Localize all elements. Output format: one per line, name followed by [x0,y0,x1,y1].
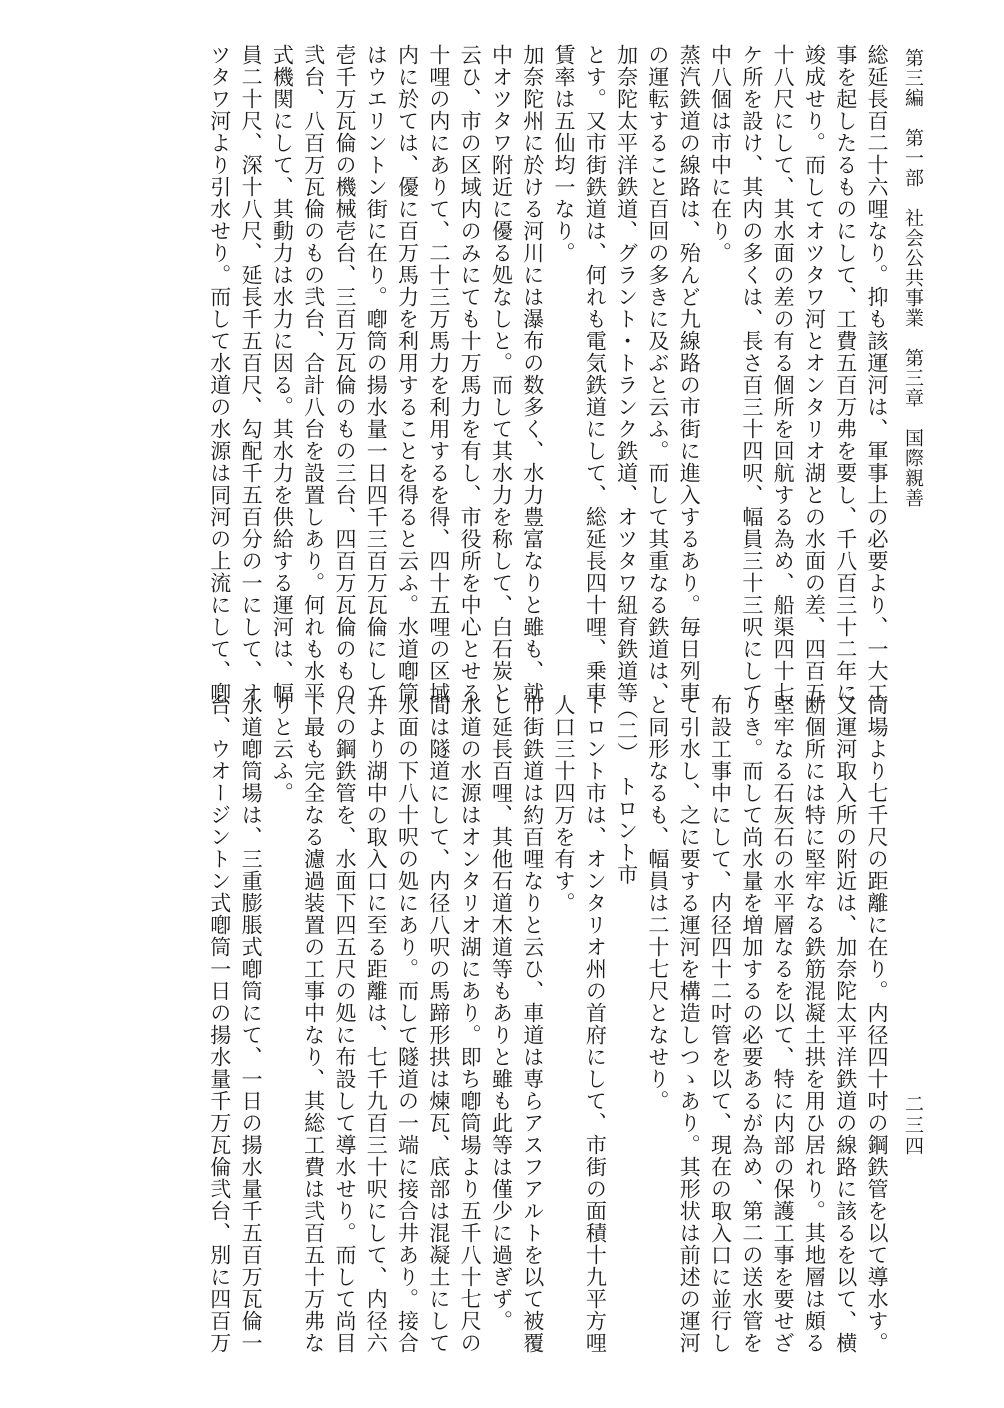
text-line: 又運河取入所の附近は、加奈陀太平洋鉄道の線路に該るを以て、横 [833,694,858,1354]
text-line: 筒場より七千尺の距離に在り。内径四十吋の鋼鉄管を以て導水す。 [865,694,889,1354]
text-line: て引水し、之に要する運河を構造しつゝあり。其形状は前述の運河 [677,694,702,1354]
text-line: と同形なるも、幅員は二十七尺となせり。 [645,694,670,1112]
text-line: 壱千万瓦倫の機械壱台、三百万瓦倫のもの三台、四百万瓦倫のもの [332,44,357,704]
text-line: 堅牢なる石灰石の水平層なるを以て、特に内部の保護工事を要せざ [771,694,796,1354]
text-line: 下最も完全なる濾過装置の工事中なり、其総工費は弐百五十万弗な [301,694,326,1354]
text-line: の運転すること百回の多きに及ぶと云ふ。而して其重なる鉄道は、 [645,44,670,704]
text-line: 云ひ、市の区域内のみにても十万馬力を有し、市役所を中心とせる [458,44,483,704]
text-line: 市街鉄道は約百哩なりと云ひ、車道は専らアスフアルトを以て被覆 [520,694,545,1354]
text-line: 台、ウオージントン式喞筒一日の揚水量千万瓦倫弐台、別に四百万 [207,694,232,1354]
text-line: 十八尺にして、其水面の差の有る個所を回航する為め、船渠四十七 [771,44,796,704]
text-line: ツタワ河より引水せり。而して水道の水源は同河の上流にして、喞 [207,44,232,704]
text-line: とす。又市街鉄道は、何れも電気鉄道にして、総延長四十哩、乗車 [583,44,608,704]
text-line: 人口三十四万を有す。 [552,694,577,914]
text-line: 間は隧道にして、内径八呎の馬蹄形拱は煉瓦、底部は混凝土にして [426,694,451,1354]
text-line: し延長百哩、其他石道木道等もありと雖も此等は僅少に過ぎず。 [489,694,514,1332]
text-line: 中オツタワ附近に優る処なしと。而して其水力を称して、白石炭と [489,44,514,704]
text-line: 断個所には特に堅牢なる鉄筋混凝土拱を用ひ居れり。其地層は頗る [802,694,827,1354]
text-line: りと云ふ。 [270,694,295,804]
text-line: 内に於ては、優に百万馬力を利用することを得ると云ふ。水道喞筒 [395,44,420,704]
section-heading: （二） トロント市 [614,698,639,886]
upper-text-block [62,44,892,704]
text-line: 総延長百二十六哩なり。抑も該運河は、軍事上の必要より、一大工 [865,44,889,704]
lower-text-block [62,694,892,1354]
page-number: 二三四 [902,1094,924,1157]
text-line: 事を起したるものにして、工費五百万弗を要し、千八百三十二年に [833,44,858,704]
text-line: 竣成せり。而してオツタワ河とオンタリオ湖との水面の差、四百五 [802,44,827,704]
text-line: 布設工事中にして、内径四十二吋管を以て、現在の取入口に並行し [708,694,733,1354]
text-line: 加奈陀太平洋鉄道、グラント・トランク鉄道、オツタワ紐育鉄道等 [614,44,639,704]
text-line: 加奈陀州に於ける河川には瀑布の数多く、水力豊富なりと雖も、就 [520,44,545,704]
text-line: 員二十尺、深十八尺、延長千五百尺、勾配千五百分の一にして、オ [239,44,264,704]
text-line: ケ所を設け、其内の多くは、長さ百三十四呎、幅員三十三呎にして [739,44,764,704]
text-line: 中八個は市中に在り。 [708,44,733,264]
text-line: 水道喞筒場は、三重膨脹式喞筒にて、一日の揚水量千五百万瓦倫一 [239,694,264,1354]
text-line: 賃率は五仙均一なり。 [552,44,577,264]
running-header: 第三編 第一部 社会公共事業 第三章 国際親善 [902,48,924,508]
text-line: 蒸汽鉄道の線路は、殆んど九線路の市街に進入するあり。毎日列車 [677,44,702,704]
text-line: トロント市は、オンタリオ州の首府にして、市街の面積十九平方哩 [583,694,608,1354]
text-line: 弐台、八百万瓦倫のもの弐台、合計八台を設置しあり。何れも水平 [301,44,326,704]
text-line: 水道の水源はオンタリオ湖にあり。即ち喞筒場より五千八十七尺の [458,694,483,1354]
text-line: りき。而して尚水量を増加するの必要あるが為め、第二の送水管を [739,694,764,1354]
text-line: 式機関にして、其動力は水力に因る。其水力を供給する運河は、幅 [270,44,295,704]
text-line: はウエリントン街に在り。喞筒の揚水量一日四千三百万瓦倫にして [364,44,389,704]
text-line: 水面の下八十呎の処にあり。而して隧道の一端に接合井あり。接合 [395,694,420,1354]
text-line: 十哩の内にありて、二十三万馬力を利用するを得、四十五哩の区域 [426,44,451,704]
text-line: 尺の鋼鉄管を、水面下四五尺の処に布設して導水せり。而して尚目 [332,694,357,1354]
text-line: 井より湖中の取入口に至る距離は、七千九百三十呎にして、内径六 [364,694,389,1354]
